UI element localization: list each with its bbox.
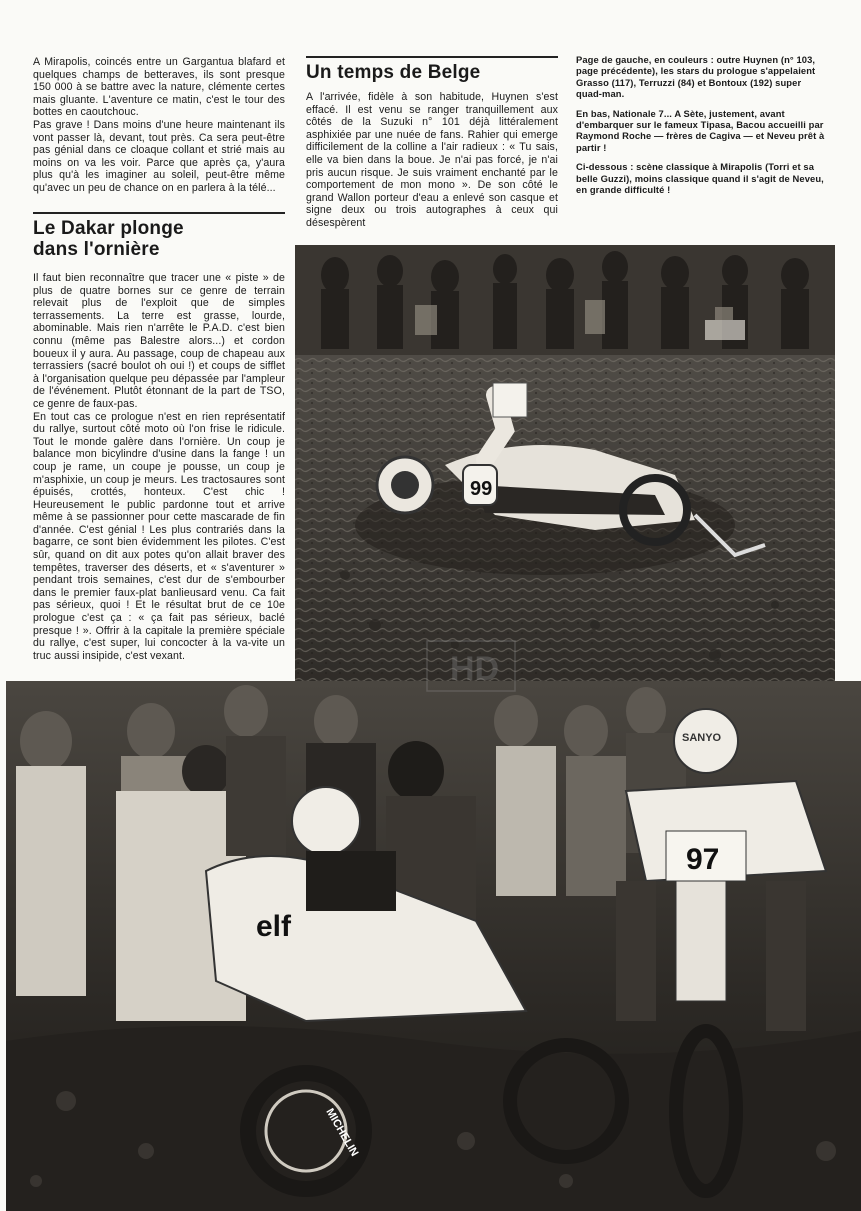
headline-rule (306, 56, 558, 58)
article-paragraph: Il faut bien reconnaître que tracer une « piste » de plus de quatre bornes sur ce genre de terrain relevait plus de l'exploit que de simples terrassements. La terre est grasse, lourde, abominable. Mais rien n'arrête le P.A.D. c'est bien connu (même pas Balestre alors...) et cordon boueux il y aura. Au passage, coup de chapeau aux terrassiers (sacré boulot oh oui !) et coups de sifflet à l'organisation quelque peu dépassée par l'ampleur de l'événement. Plutôt étonnant de la part de TSO, ce genre de faux-pas. (33, 272, 285, 410)
tyre-brand: MICHELIN (323, 1106, 361, 1159)
helmet-brand: SANYO (682, 732, 722, 744)
headline-line: dans l'ornière (33, 239, 160, 260)
photo-riders-crowd (6, 681, 861, 1211)
photo-rider-in-mud (295, 245, 835, 691)
elf-logo: elf (256, 910, 292, 943)
caption: En bas, Nationale 7... A Sète, justement, avant d'embarquer sur le fameux Tipasa, Bacou accueilli par Raymond Roche — frères de Cagiva — et Neveu prêt à partir ! (576, 107, 825, 153)
caption: Page de gauche, en couleurs : outre Huynen (n° 103, page précédente), les stars du prologue s'appelaient Grasso (117), Terruzzi (84) et Bontoux (192) super quad-man. (576, 54, 816, 100)
intro-text (33, 56, 285, 195)
article-paragraph: En tout cas ce prologue n'est en rien représentatif du rallye, surtout côté moto où l'on frise le ridicule. Tout le monde galère dans l'ornière. Un coup je balance mon bicylindre d'usine dans la fange ! un coup je rame, un coupe je pousse, un coup je m'asphixie, un coup je meurs. Les tractosaures sont épuisés, crottés, honteux. C'est chic ! Heureusement le public pardonne tout et arrive même à se passionner pour cette mascarade de fin d'année. C'est génial ! Les plus contrariés dans la bagarre, ce sont bien évidemment les pilotes. C'est sûr, quand on dit aux potes qu'on allait braver des tempêtes, traverser des déserts, et « s'aventurer » pendant trois semaines, c'est dur de s'embourber dans le premier faux-plat banlieusard venu. Ca fait pas sérieux, quoi ! Et le résultat brut de ce 10e prologue c'est ça : « ça fait pas sérieux, baclé presque ! ». Offrir à la capitale la première spéciale du rallye, c'est super, lui concocter à la va-vite un truc aussi insipide, c'est vexant. (33, 410, 285, 662)
dakar-article-body (33, 272, 285, 662)
article-paragraph: A l'arrivée, fidèle à son habitude, Huynen s'est effacé. Il est venu se ranger tranquillement aux côtés de la Suzuki n° 101 déjà littéralement asphixiée par une nuée de fans. Rahier qui emerge difficilement de la colline a l'air radieux : « Tu sais, elle va bien dans la boue. Je n'ai pas forcé, je n'ai pris aucun risque. Je suis vraiment enchanté par le comportement de mon mono ». De son côté le grand Wallon porteur d'eau a enlevé son casque et signe deux ou trois autographes à ceux qui désespèrent (306, 91, 558, 229)
bike-number: 97 (686, 843, 720, 876)
intro-paragraph: Pas grave ! Dans moins d'une heure maintenant ils vont passer là, devant, tout près. Ca sera peut-être pas génial dans ce cloaque collant et strié mais au moins on va les voir. Parce que après ça, y'aura plus qu'à les imaginer au soleil, peut-être même qu'avec un peu de chance on en parlera à la télé... (33, 118, 285, 194)
section-headline-belge: Un temps de Belge (306, 62, 481, 83)
belge-article-body (306, 91, 558, 230)
intro-paragraph: A Mirapolis, coincés entre un Gargantua blafard et quelques champs de betteraves, ils sont presque 150 000 à se battre avec la nature, clémente certes mais gluante. L'aventure ce matin, c'est le tour des bottes en caoutchouc. (33, 56, 285, 119)
watermark-logo (426, 640, 516, 692)
headline-rule (33, 212, 285, 214)
section-headline-dakar (33, 218, 184, 260)
photo-captions (576, 54, 826, 203)
bike-number: 99 (470, 478, 493, 500)
watermark-text: HD (450, 650, 500, 688)
caption: Ci-dessous : scène classique à Mirapolis (Torri et sa belle Guzzi), moins classique quand il s'agit de Neveu, en grande difficulté ! (576, 161, 824, 196)
headline-line: Le Dakar plonge (33, 218, 184, 239)
